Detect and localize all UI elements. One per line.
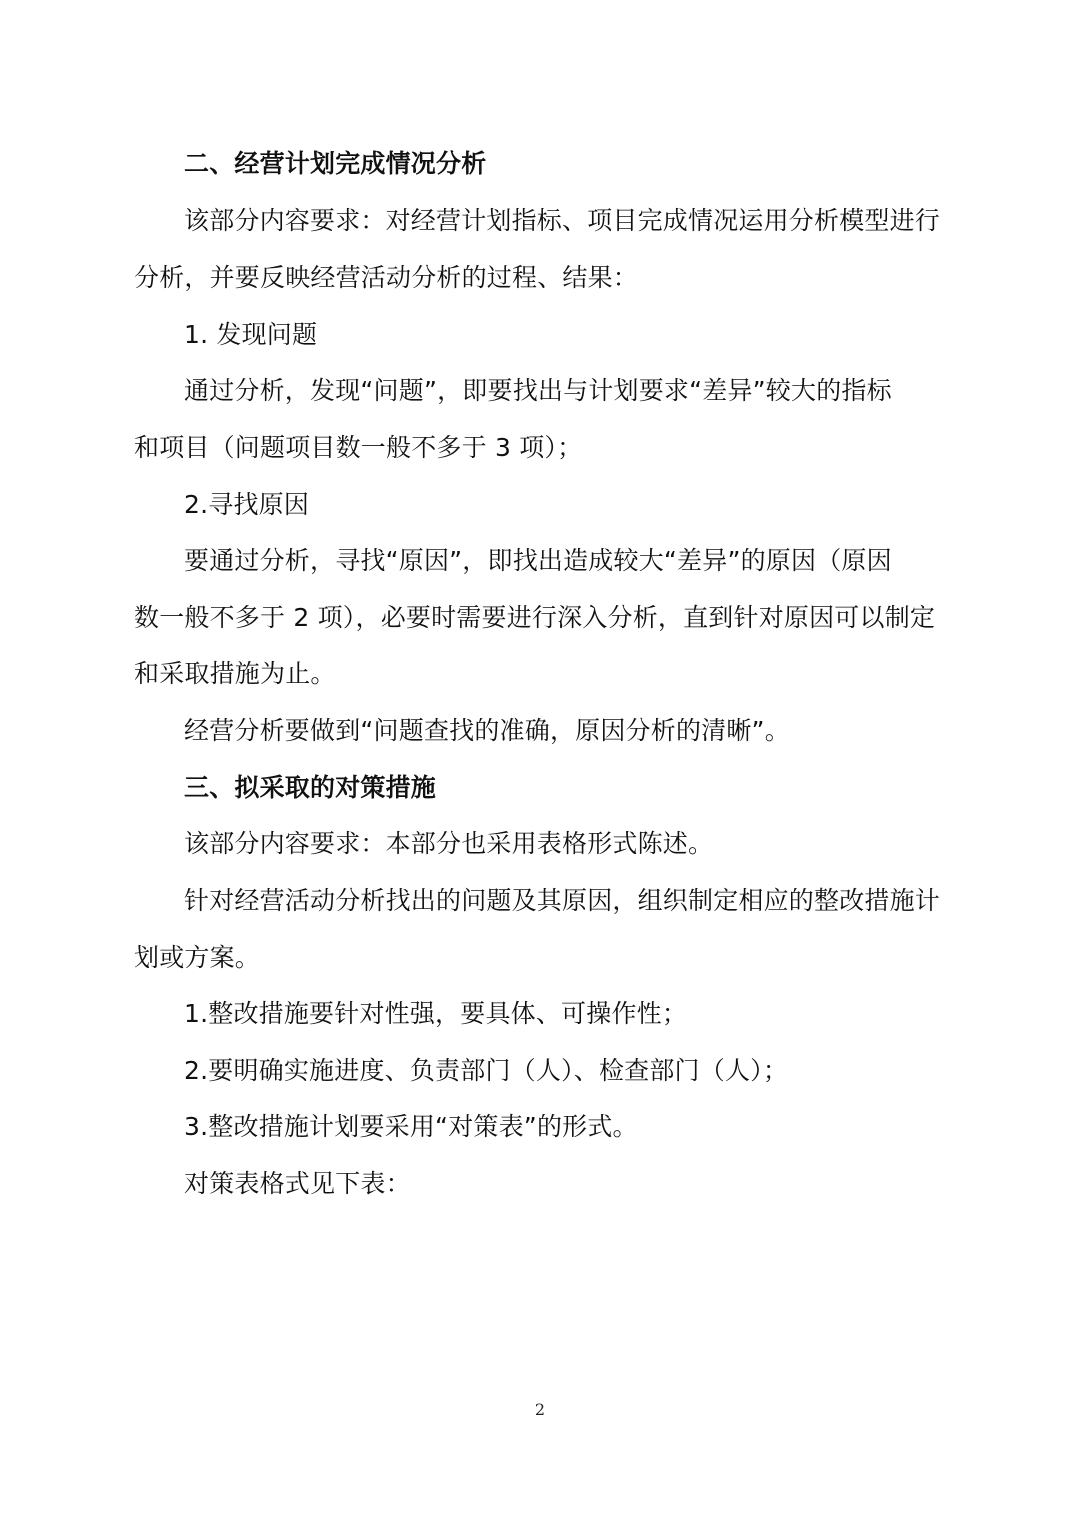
section-3-intro-line-1: 针对经营活动分析找出的问题及其原因，组织制定相应的整改措施计 <box>184 886 941 915</box>
section-3-heading: 三、拟采取的对策措施 <box>184 773 437 802</box>
item-2-text-line-3: 和采取措施为止。 <box>134 659 336 688</box>
section-2-heading: 二、经营计划完成情况分析 <box>184 149 487 178</box>
measure-point-1: 1.整改措施要针对性强，要具体、可操作性； <box>184 999 688 1028</box>
item-1-title: 1. 发现问题 <box>184 320 318 349</box>
section-2-requirement-line-2: 分析，并要反映经营活动分析的过程、结果： <box>134 263 639 292</box>
table-format-note: 对策表格式见下表： <box>184 1169 411 1198</box>
analysis-summary: 经营分析要做到“问题查找的准确，原因分析的清晰”。 <box>184 716 790 745</box>
item-2-title: 2.寻找原因 <box>184 490 310 519</box>
page-number: 2 <box>534 1400 546 1419</box>
item-2-text-line-2: 数一般不多于 2 项），必要时需要进行深入分析，直到针对原因可以制定 <box>134 603 936 632</box>
section-2-requirement-line-1: 该部分内容要求：对经营计划指标、项目完成情况运用分析模型进行 <box>184 206 941 235</box>
item-1-text-line-2: 和项目（问题项目数一般不多于 3 项）； <box>134 433 583 462</box>
measure-point-3: 3.整改措施计划要采用“对策表”的形式。 <box>184 1112 638 1141</box>
section-3-intro-line-2: 划或方案。 <box>134 943 261 972</box>
section-3-requirement: 该部分内容要求：本部分也采用表格形式陈述。 <box>184 829 714 858</box>
item-1-text-line-1: 通过分析，发现“问题”，即要找出与计划要求“差异”较大的指标 <box>184 376 892 405</box>
measure-point-2: 2.要明确实施进度、负责部门（人）、检查部门（人）； <box>184 1056 789 1085</box>
item-2-text-line-1: 要通过分析，寻找“原因”，即找出造成较大“差异”的原因（原因 <box>184 546 892 575</box>
